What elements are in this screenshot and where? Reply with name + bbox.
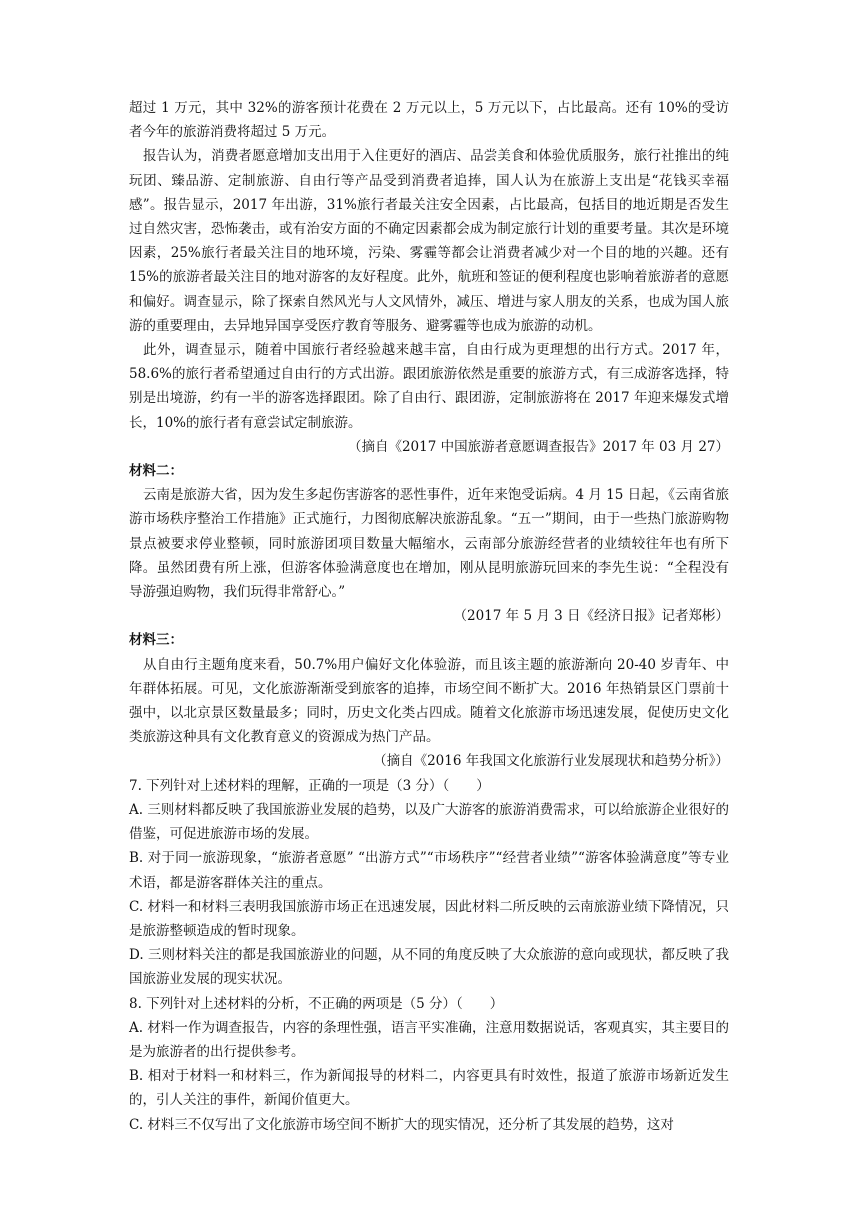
material-one-source: （摘自《2017 中国旅游者意愿调查报告》2017 年 03 月 27） <box>347 438 729 455</box>
material-one-paragraph-3: 此外，调查显示，随着中国旅行者经验越来越丰富，自由行成为更理想的出行方式。2017 年，58.6%的旅行者希望通过自由行的方式出游。跟团旅游依然是重要的旅游方式，有三成游客选择，特别是出境游，约有一半的游客选择跟团。除了自由行、跟团游，定制旅游将在 2017 年迎来爆发式增长，10%的旅行者有意尝试定制旅游。 <box>129 342 729 431</box>
question-7-option-c: C. 材料一和材料三表明我国旅游市场正在迅速发展，因此材料二所反映的云南旅游业绩下降情况，只是旅游整顿造成的暂时现象。 <box>129 898 729 939</box>
question-7-stem: 7. 下列针对上述材料的理解，正确的一项是（3 分）（ ） <box>129 777 490 794</box>
question-7-option-a: A. 三则材料都反映了我国旅游业发展的趋势，以及广大游客的旅游消费需求，可以给旅游企业很好的借鉴，可促进旅游市场的发展。 <box>129 801 729 843</box>
question-8-option-c: C. 材料三不仅写出了文化旅游市场空间不断扩大的现实情况，还分析了其发展的趋势，这对 <box>129 1116 674 1133</box>
question-8-option-b: B. 相对于材料一和材料三，作为新闻报导的材料二，内容更具有时效性，报道了旅游市场新近发生的，引人关注的事件，新闻价值更大。 <box>129 1068 729 1109</box>
material-three-heading: 材料三： <box>129 632 183 649</box>
material-one-paragraph-1: 超过 1 万元，其中 32%的游客预计花费在 2 万元以上，5 万元以下，占比最高。还有 10%的受访者今年的旅游消费将超过 5 万元。 <box>129 100 729 141</box>
material-three-source: （摘自《2016 年我国文化旅游行业发展现状和趋势分析》） <box>373 753 729 770</box>
question-8-stem: 8. 下列针对上述材料的分析，不正确的两项是（5 分）（ ） <box>129 995 504 1012</box>
material-two-paragraph: 云南是旅游大省，因为发生多起伤害游客的恶性事件，近年来饱受诟病。4 月 15 日起，《云南省旅游市场秩序整治工作措施》正式施行，力图彻底解决旅游乱象。“五一”期间，由于一些热门旅游购物景点被要求停业整顿，同时旅游团项目数量大幅缩水，云南部分旅游经营者的业绩较往年也有所下降。虽然团费有所上涨，但游客体验满意度也在增加，刚从昆明旅游玩回来的李先生说：“全程没有导游强迫购物，我们玩得非常舒心。” <box>129 487 729 601</box>
question-7-option-b: B. 对于同一旅游现象，“旅游者意愿” “出游方式”“市场秩序”“经营者业绩”“游客体验满意度”等专业术语，都是游客群体关注的重点。 <box>129 850 729 891</box>
material-two-heading: 材料二： <box>129 463 183 480</box>
question-7-option-d: D. 三则材料关注的都是我国旅游业的问题，从不同的角度反映了大众旅游的意向或现状，都反映了我国旅游业发展的现实状况。 <box>129 947 729 988</box>
material-two-source: （2017 年 5 月 3 日《经济日报》记者郑彬） <box>453 608 729 625</box>
material-three-paragraph: 从自由行主题角度来看，50.7%用户偏好文化体验游，而且该主题的旅游渐向 20-40 岁青年、中年群体拓展。可见，文化旅游渐渐受到旅客的追捧，市场空间不断扩大。2016 年热销景区门票前十强中，以北京景区数量最多；同时，历史文化类占四成。随着文化旅游市场迅速发展，促使历史文化类旅游这种具有文化教育意义的资源成为热门产品。 <box>129 656 729 746</box>
document-page <box>129 96 729 1137</box>
material-one-paragraph-2: 报告认为，消费者愿意增加支出用于入住更好的酒店、品尝美食和体验优质服务，旅行社推出的纯玩团、臻品游、定制旅游、自由行等产品受到消费者追捧，国人认为在旅游上支出是“花钱买幸福感”。报告显示，2017 年出游，31%旅行者最关注安全因素，占比最高，包括目的地近期是否发生过自然灾害，恐怖袭击，或有治安方面的不确定因素都会成为制定旅行计划的重要考量。其次是环境因素，25%旅行者最关注目的地环境，污染、雾霾等都会让消费者减少对一个目的地的兴趣。还有 15%的旅游者最关注目的地对游客的友好程度。此外，航班和签证的便利程度也影响着旅游者的意愿和偏好。调查显示，除了探索自然风光与人文风情外，减压、增进与家人朋友的关系，也成为国人旅游的重要理由，去异地异国享受医疗教育等服务、避雾霾等也成为旅游的动机。 <box>129 148 729 334</box>
question-8-option-a: A. 材料一作为调查报告，内容的条理性强，语言平实准确，注意用数据说话，客观真实，其主要目的是为旅游者的出行提供参考。 <box>129 1019 729 1060</box>
